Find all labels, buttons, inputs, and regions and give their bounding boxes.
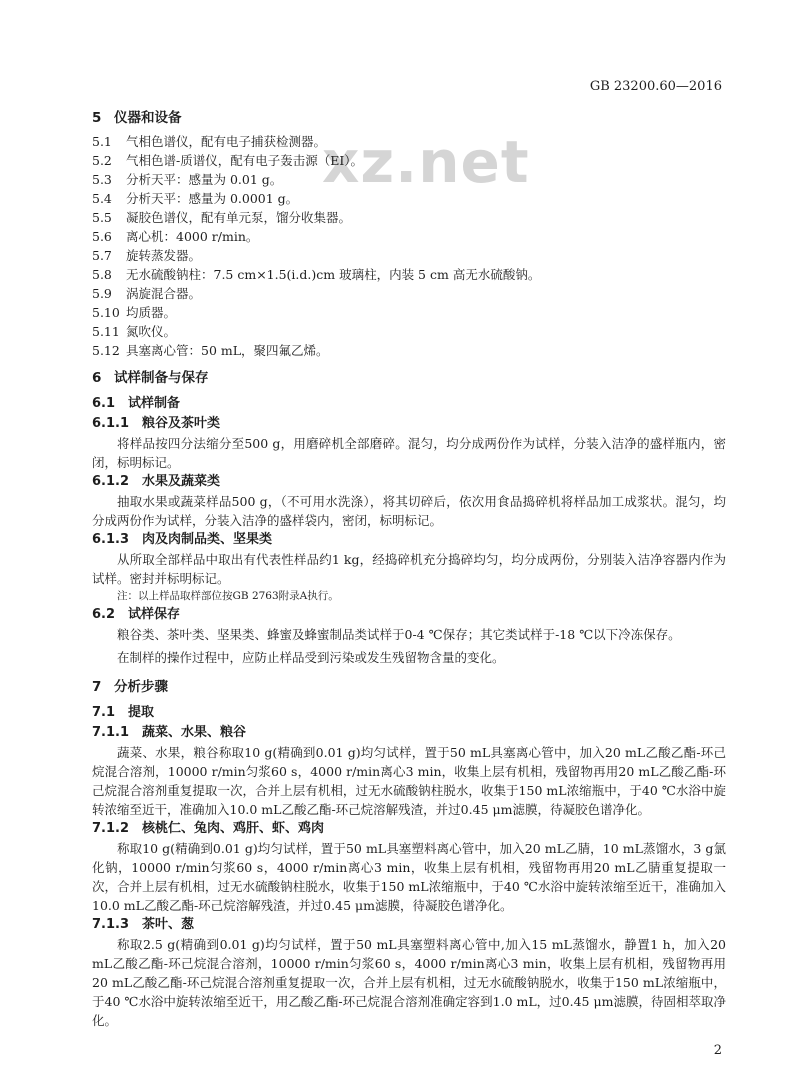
section-title: 肉及肉制品类、坚果类 (142, 532, 273, 547)
list-item (92, 151, 726, 170)
section-number: 5 (92, 110, 102, 126)
item-text: 气相色谱仪，配有电子捕获检测器。 (126, 134, 327, 149)
section-number: 6.1.3 (92, 532, 130, 547)
section-6-1-2-heading (92, 472, 726, 492)
item-text: 凝胶色谱仪，配有单元泵，馏分收集器。 (126, 210, 352, 225)
section-title: 分析步骤 (114, 679, 168, 695)
item-number: 5.6 (92, 229, 112, 244)
list-item (92, 246, 726, 265)
item-text: 旋转蒸发器。 (126, 248, 202, 263)
section-title: 核桃仁、兔肉、鸡肝、虾、鸡肉 (142, 821, 325, 836)
item-text: 气相色谱-质谱仪，配有电子轰击源（EI）。 (126, 153, 364, 168)
section-6-1-3-heading (92, 530, 726, 550)
section-title: 粮谷及茶叶类 (142, 416, 221, 431)
list-item (92, 170, 726, 189)
list-item (92, 322, 726, 341)
item-text: 离心机：4000 r/min。 (126, 229, 259, 244)
document-body (92, 104, 726, 1030)
section-7-1-3-heading (92, 915, 726, 935)
section-number: 6.2 (92, 607, 116, 622)
section-number: 7 (92, 679, 102, 695)
standard-code: GB 23200.60—2016 (589, 79, 722, 94)
section-title: 茶叶、葱 (142, 917, 195, 932)
item-number: 5.3 (92, 172, 112, 187)
item-text: 涡旋混合器。 (126, 286, 202, 301)
section-5-heading (92, 108, 726, 128)
item-number: 5.12 (92, 343, 120, 358)
section-title: 水果及蔬菜类 (142, 474, 221, 489)
sampling-note: 注：以上样品取样部位按GB 2763附录A执行。 (117, 590, 339, 602)
item-text: 氮吹仪。 (126, 324, 177, 339)
list-item (92, 189, 726, 208)
section-7-heading (92, 677, 726, 697)
section-title: 提取 (128, 705, 155, 720)
item-number: 5.2 (92, 153, 112, 168)
section-6-1-heading (92, 394, 726, 414)
section-7-1-2-text: 称取10 g(精确到0.01 g)均匀试样，置于50 mL具塞塑料离心管中，加入20 mL乙腈，10 mL蒸馏水，3 g氯化钠，10000 r/min匀浆60 s，4000 r/min离心3 min，收集上层有机相，残留物再用20 mL乙腈重复提取一次，合并上层有机相，过无水硫酸钠柱脱水，收集于150 mL浓缩瓶中，于40 ℃水浴中旋转浓缩至近干，准确加入10.0 mL乙酸乙酯-环己烷溶解残渣，并过0.45 μm滤膜，待凝胶色谱净化。 (92, 841, 726, 913)
item-text: 无水硫酸钠柱：7.5 cm×1.5(i.d.)cm 玻璃柱，内装 5 cm 高无水硫酸钠。 (126, 267, 541, 282)
list-item (92, 284, 726, 303)
list-item (92, 341, 726, 360)
list-item (92, 132, 726, 151)
item-number: 5.9 (92, 286, 112, 301)
section-title: 仪器和设备 (114, 110, 182, 126)
item-text: 分析天平：感量为 0.01 g。 (126, 172, 283, 187)
section-6-2-text: 粮谷类、茶叶类、坚果类、蜂蜜及蜂蜜制品类试样于0-4 ℃保存；其它类试样于-18 ℃以下冷冻保存。 (117, 627, 681, 642)
section-7-1-1-text: 蔬菜、水果，粮谷称取10 g(精确到0.01 g)均匀试样，置于50 mL具塞离心管中，加入20 mL乙酸乙酯-环己烷混合溶剂，10000 r/min匀浆60 s，4000 r/min离心3 min，收集上层有机相，残留物再用20 mL乙酸乙酯-环己烷混合溶剂重复提取一次，合并上层有机相，过无水硫酸钠柱脱水，收集于150 mL浓缩瓶中，于40 ℃水浴中旋转浓缩至近干，准确加入10.0 mL乙酸乙酯-环己烷溶解残渣，并过0.45 μm滤膜，待凝胶色谱净化。 (92, 745, 726, 817)
section-number: 6 (92, 370, 102, 386)
section-number: 7.1 (92, 705, 116, 720)
list-item (92, 227, 726, 246)
section-title: 蔬菜、水果、粮谷 (142, 725, 247, 740)
equipment-list (92, 132, 726, 360)
section-6-1-2-text: 抽取水果或蔬菜样品500 g，（不可用水洗涤），将其切碎后，依次用食品捣碎机将样品加工成浆状。混匀，均分成两份作为试样，分装入洁净的盛样袋内，密闭，标明标记。 (92, 494, 726, 528)
section-6-2-heading (92, 605, 726, 625)
section-title: 试样制备 (128, 396, 181, 411)
watermark: xz.net (322, 128, 530, 196)
item-text: 具塞离心管：50 mL，聚四氟乙烯。 (126, 343, 329, 358)
list-item (92, 265, 726, 284)
section-6-2-text-2: 在制样的操作过程中，应防止样品受到污染或发生残留物含量的变化。 (117, 650, 505, 665)
item-number: 5.10 (92, 305, 120, 320)
section-6-1-1-heading (92, 414, 726, 434)
section-number: 6.1.2 (92, 474, 130, 489)
section-7-1-1-heading (92, 723, 726, 743)
section-number: 6.1 (92, 396, 116, 411)
item-number: 5.7 (92, 248, 112, 263)
section-number: 7.1.2 (92, 821, 130, 836)
list-item (92, 208, 726, 227)
item-text: 均质器。 (126, 305, 177, 320)
section-7-1-heading (92, 703, 726, 723)
section-6-1-3-text: 从所取全部样品中取出有代表性样品约1 kg，经捣碎机充分捣碎均匀，均分成两份，分别装入洁净容器内作为试样。密封并标明标记。 (92, 552, 726, 586)
section-7-1-3-text: 称取2.5 g(精确到0.01 g)均匀试样，置于50 mL具塞塑料离心管中,加入15 mL蒸馏水，静置1 h，加入20 mL乙酸乙酯-环己烷混合溶剂，10000 r/min匀浆60 s，4000 r/min离心3 min，收集上层有机相，残留物再用20 mL乙酸乙酯-环己烷混合溶剂重复提取一次，合并上层有机相，过无水硫酸钠脱水，收集于150 mL浓缩瓶中，于40 ℃水浴中旋转浓缩至近干，用乙酸乙酯-环己烷混合溶剂准确定容到1.0 mL，过0.45 μm滤膜，待固相萃取净化。 (92, 937, 726, 1028)
item-number: 5.8 (92, 267, 112, 282)
item-number: 5.4 (92, 191, 112, 206)
section-number: 6.1.1 (92, 416, 130, 431)
section-title: 试样制备与保存 (114, 370, 209, 386)
item-number: 5.1 (92, 134, 112, 149)
section-7-1-2-heading (92, 819, 726, 839)
item-number: 5.11 (92, 324, 120, 339)
item-text: 分析天平：感量为 0.0001 g。 (126, 191, 299, 206)
list-item (92, 303, 726, 322)
section-6-heading (92, 368, 726, 388)
item-number: 5.5 (92, 210, 112, 225)
page-number: 2 (713, 1043, 722, 1058)
section-number: 7.1.3 (92, 917, 130, 932)
section-number: 7.1.1 (92, 725, 130, 740)
section-title: 试样保存 (128, 607, 181, 622)
section-6-1-1-text: 将样品按四分法缩分至500 g，用磨碎机全部磨碎。混匀，均分成两份作为试样，分装入洁净的盛样瓶内，密闭，标明标记。 (92, 436, 726, 470)
